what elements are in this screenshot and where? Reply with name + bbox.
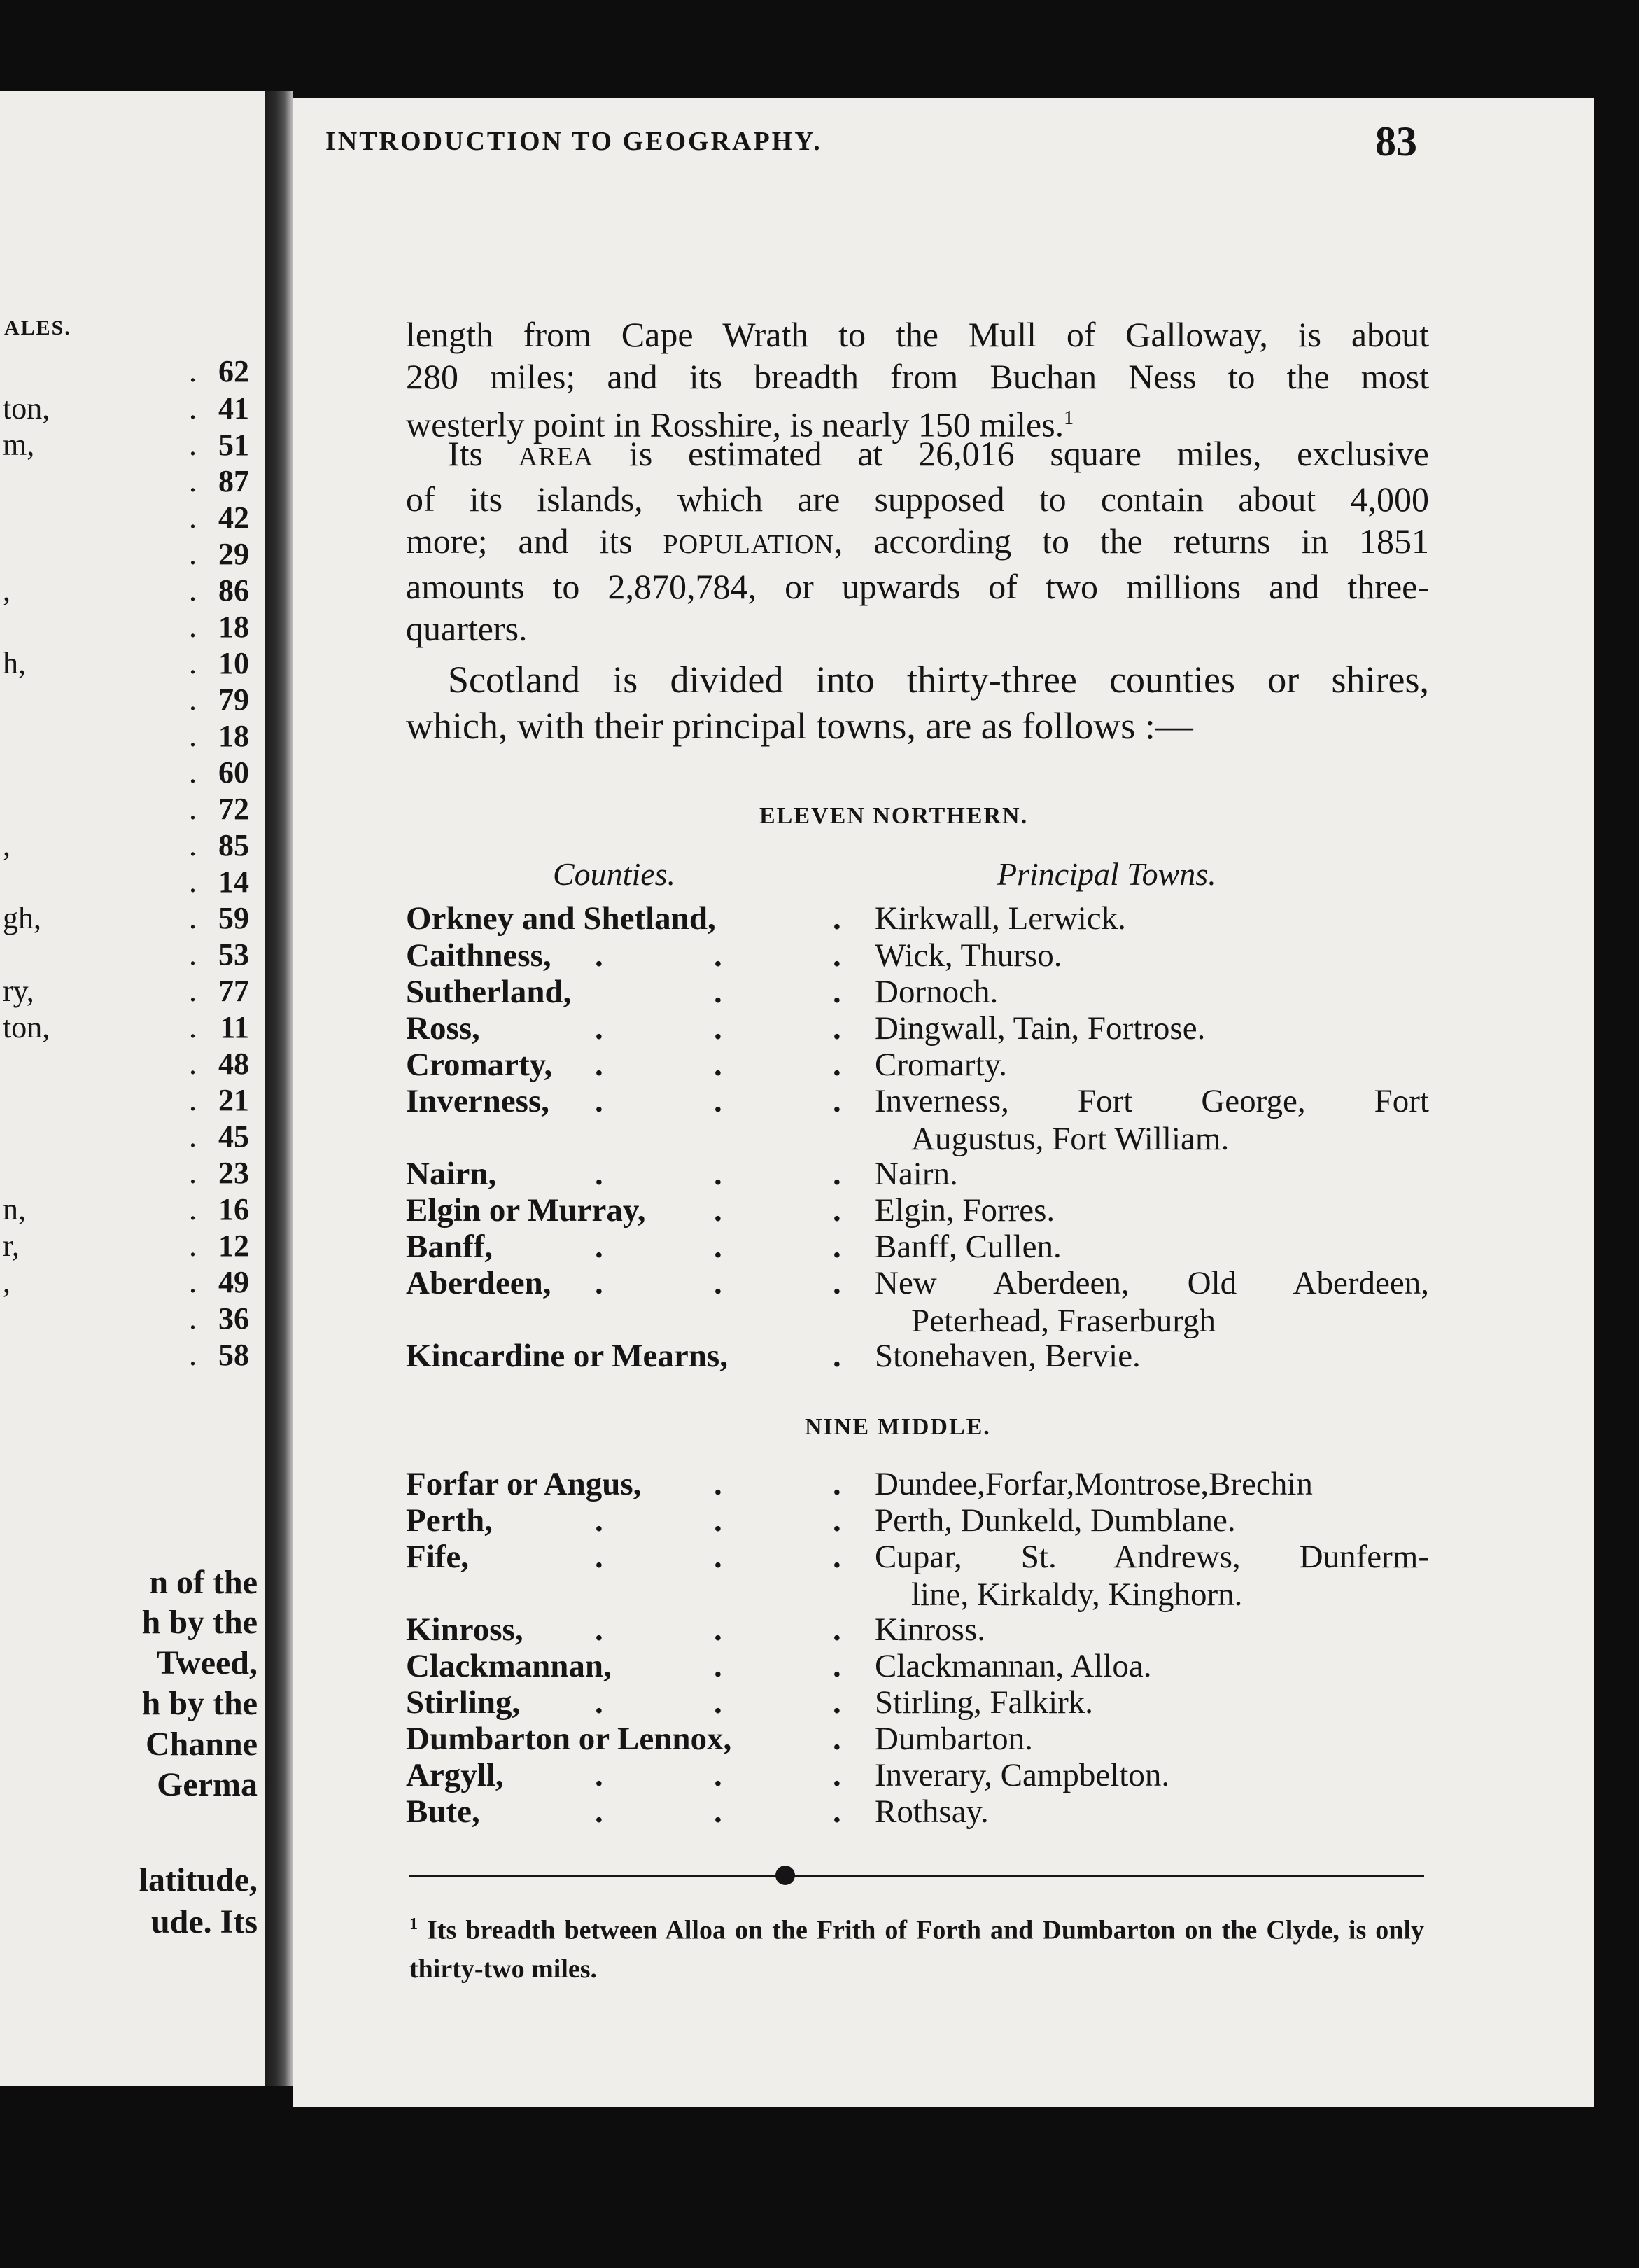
left-page-row-number: 12: [218, 1228, 249, 1263]
county-row: [406, 1465, 1429, 1502]
principal-towns: [875, 1793, 1429, 1830]
leader-dot: .: [833, 1466, 841, 1502]
paragraph-line: westerly point in Rosshire, is nearly 150 miles.$^1$: [406, 405, 1074, 444]
left-page-text-line: Germa: [157, 1766, 258, 1803]
left-page-row-fragment: r,: [3, 1228, 20, 1263]
county-row: [406, 1191, 1429, 1228]
county-name: Dumbarton or Lennox,: [406, 1721, 732, 1757]
left-page-row: [0, 1119, 252, 1156]
leader-dot: .: [595, 1156, 603, 1192]
leader-dot: .: [833, 974, 841, 1010]
town-line: Elgin, Forres.: [875, 1192, 1055, 1228]
leader-dot: .: [189, 719, 197, 753]
county-name: Argyll,: [406, 1757, 504, 1793]
county-row: [406, 1082, 1429, 1157]
left-page-row-number: 59: [218, 901, 249, 935]
principal-towns: [875, 1264, 1429, 1340]
leader-dot: .: [189, 1338, 197, 1372]
leader-dot: .: [189, 828, 197, 862]
left-page-row-number: 23: [218, 1156, 249, 1190]
left-page-row-number: 51: [218, 428, 249, 462]
county-name: Perth,: [406, 1502, 493, 1539]
left-page-row-number: 16: [218, 1192, 249, 1226]
left-page-row-fragment: h,: [3, 646, 26, 680]
principal-towns: [875, 1684, 1429, 1721]
left-page-row: [0, 645, 252, 683]
leader-dot: .: [833, 937, 841, 974]
book-gutter: [265, 91, 293, 2086]
previous-page-fragment: [0, 91, 265, 2086]
paragraph-dimensions: [406, 314, 1429, 446]
county-name: Orkney and Shetland,: [406, 900, 716, 937]
left-page-row-number: 53: [218, 937, 249, 972]
left-page-row: [0, 864, 252, 902]
leader-dot: .: [189, 646, 197, 680]
left-page-row: [0, 755, 252, 792]
town-line: Clackmannan, Alloa.: [875, 1648, 1152, 1684]
leader-dot: .: [595, 1265, 603, 1301]
leader-dot: .: [833, 1192, 841, 1228]
left-page-text-line: ude. Its: [150, 1903, 258, 1940]
leader-dot: .: [189, 1192, 197, 1226]
county-row: [406, 1228, 1429, 1264]
left-page-row-number: 48: [218, 1046, 249, 1081]
left-page-row: [0, 573, 252, 610]
left-page-text-line: h by the: [141, 1685, 258, 1722]
leader-dot: .: [189, 1301, 197, 1336]
left-page-row-fragment: ,: [3, 1265, 10, 1299]
left-page-row: [0, 1264, 252, 1302]
footnote-rule: [409, 1875, 1424, 1877]
left-page-row: [0, 536, 252, 574]
left-page-row-number: 29: [218, 537, 249, 571]
leader-dot: .: [189, 573, 197, 608]
leader-dot: .: [833, 1757, 841, 1793]
left-page-row-fragment: gh,: [3, 901, 41, 935]
county-name: Sutherland,: [406, 974, 572, 1010]
leader-dot: .: [595, 1010, 603, 1046]
left-page-row-fragment: ry,: [3, 974, 34, 1008]
leader-dot: .: [833, 1793, 841, 1830]
town-line: Dingwall, Tain, Fortrose.: [875, 1010, 1206, 1046]
county-row: [406, 1684, 1429, 1720]
left-page-row-number: 36: [218, 1301, 249, 1336]
leader-dot: .: [189, 1228, 197, 1263]
principal-towns: [875, 1082, 1429, 1158]
town-line: Peterhead, Fraserburgh: [911, 1303, 1216, 1339]
county-name: Kinross,: [406, 1611, 523, 1648]
leader-dot: .: [833, 1611, 841, 1648]
leader-dot: .: [189, 864, 197, 899]
leader-dot: .: [189, 937, 197, 972]
leader-dot: .: [833, 1010, 841, 1046]
principal-towns: [875, 1647, 1429, 1685]
left-page-row: [0, 718, 252, 756]
county-name: Aberdeen,: [406, 1265, 551, 1301]
principal-towns: [875, 937, 1429, 974]
leader-dot: .: [595, 1539, 603, 1575]
leader-dot: .: [189, 1119, 197, 1154]
leader-dot: .: [595, 1083, 603, 1119]
running-head: INTRODUCTION TO GEOGRAPHY.: [325, 127, 822, 156]
county-name: Banff,: [406, 1228, 493, 1265]
county-row: [406, 1756, 1429, 1793]
left-page-text-line: Channe: [145, 1726, 258, 1763]
leader-dot: .: [714, 1156, 722, 1192]
left-page-row-fragment: ton,: [3, 391, 50, 426]
principal-towns: [875, 973, 1429, 1011]
county-row: [406, 973, 1429, 1009]
county-name: Clackmannan,: [406, 1648, 612, 1684]
left-page-row: [0, 1046, 252, 1084]
left-page-row-number: 18: [218, 719, 249, 753]
leader-dot: .: [833, 1228, 841, 1265]
left-page-row-number: 41: [218, 391, 249, 426]
left-page-row: [0, 1155, 252, 1193]
principal-towns: [875, 1465, 1429, 1503]
leader-dot: .: [595, 1684, 603, 1721]
left-page-row: [0, 427, 252, 465]
leader-dot: .: [714, 937, 722, 974]
left-page-row-number: 21: [218, 1083, 249, 1117]
town-line: Inverness, Fort George, Fort: [875, 1083, 1429, 1119]
town-line: Dundee,Forfar,Montrose,Brechin: [875, 1466, 1313, 1502]
leader-dot: .: [189, 464, 197, 498]
leader-dot: .: [189, 1083, 197, 1117]
page-number: 83: [1375, 118, 1417, 164]
leader-dot: .: [595, 1611, 603, 1648]
leader-dot: .: [189, 391, 197, 426]
town-line: Stonehaven, Bervie.: [875, 1338, 1141, 1374]
left-page-row: [0, 1301, 252, 1338]
principal-towns: [875, 1228, 1429, 1266]
leader-dot: .: [833, 1156, 841, 1192]
column-header-towns: Principal Towns.: [997, 856, 1216, 892]
town-line: New Aberdeen, Old Aberdeen,: [875, 1265, 1429, 1301]
paragraph-area-population: [406, 433, 1429, 650]
county-row: [406, 899, 1429, 936]
leader-dot: .: [595, 1757, 603, 1793]
principal-towns: [875, 1611, 1429, 1648]
town-line: Rothsay.: [875, 1793, 989, 1830]
county-name: Inverness,: [406, 1083, 549, 1119]
leader-dot: .: [833, 1721, 841, 1757]
leader-dot: .: [714, 1793, 722, 1830]
leader-dot: .: [189, 1046, 197, 1081]
principal-towns: [875, 1720, 1429, 1758]
left-page-row-fragment: m,: [3, 428, 35, 462]
footnote-marker: 1: [409, 1915, 418, 1933]
left-page-row-number: 42: [218, 500, 249, 535]
left-page-row: [0, 937, 252, 974]
leader-dot: .: [189, 500, 197, 535]
left-page-row-fragment: ton,: [3, 1010, 50, 1044]
left-page-row-number: 45: [218, 1119, 249, 1154]
leader-dot: .: [714, 1192, 722, 1228]
paragraph-line: 280 miles; and its breadth from Buchan Ness to the most: [406, 357, 1429, 396]
leader-dot: .: [595, 1046, 603, 1083]
left-page-row-number: 14: [218, 864, 249, 899]
leader-dot: .: [714, 974, 722, 1010]
paragraph-line: more; and its POPULATION, according to the returns in 1851: [406, 522, 1429, 561]
county-name: Ross,: [406, 1010, 480, 1046]
county-row: [406, 1538, 1429, 1613]
leader-dot: .: [833, 1338, 841, 1374]
county-name: Bute,: [406, 1793, 480, 1830]
leader-dot: .: [714, 1010, 722, 1046]
column-header-counties: Counties.: [553, 856, 676, 892]
leader-dot: .: [833, 1502, 841, 1539]
left-page-row: [0, 463, 252, 501]
leader-dot: .: [714, 1648, 722, 1684]
left-page-row-number: 10: [218, 646, 249, 680]
left-page-row-number: 85: [218, 828, 249, 862]
left-page-row-number: 86: [218, 573, 249, 608]
leader-dot: .: [714, 1466, 722, 1502]
county-row: [406, 1009, 1429, 1046]
town-line: Dumbarton.: [875, 1721, 1033, 1757]
county-row: [406, 937, 1429, 973]
leader-dot: .: [714, 1757, 722, 1793]
leader-dot: .: [189, 974, 197, 1008]
county-row: [406, 1337, 1429, 1373]
left-page-row: [0, 1082, 252, 1120]
county-row: [406, 1611, 1429, 1647]
county-name: Nairn,: [406, 1156, 497, 1192]
left-page-text-line: h by the: [141, 1604, 258, 1641]
leader-dot: .: [833, 900, 841, 937]
paragraph-line: quarters.: [406, 609, 528, 648]
principal-towns: [875, 1009, 1429, 1047]
paragraph-line: which, with their principal towns, are as follows :—: [406, 705, 1193, 747]
leader-dot: .: [714, 1539, 722, 1575]
left-page-row: [0, 1337, 252, 1375]
leader-dot: .: [714, 1265, 722, 1301]
paragraph-line: amounts to 2,870,784, or upwards of two millions and three-: [406, 567, 1429, 606]
principal-towns: [875, 1337, 1429, 1375]
town-line: Perth, Dunkeld, Dumblane.: [875, 1502, 1236, 1539]
town-line: Stirling, Falkirk.: [875, 1684, 1094, 1721]
town-line: Augustus, Fort William.: [911, 1121, 1230, 1157]
county-name: Elgin or Murray,: [406, 1192, 646, 1228]
leader-dot: .: [714, 1083, 722, 1119]
town-line: Cromarty.: [875, 1046, 1007, 1083]
leader-dot: .: [189, 610, 197, 644]
leader-dot: .: [595, 1228, 603, 1265]
leader-dot: .: [833, 1684, 841, 1721]
left-page-row: [0, 900, 252, 938]
left-page-heading: ALES.: [4, 316, 71, 340]
left-page-row: [0, 354, 252, 391]
left-page-row-number: 62: [218, 354, 249, 388]
left-page-text-line: Tweed,: [156, 1644, 258, 1681]
left-page-row-number: 49: [218, 1265, 249, 1299]
left-page-row: [0, 609, 252, 647]
leader-dot: .: [189, 428, 197, 462]
paragraph-line: of its islands, which are supposed to contain about 4,000: [406, 479, 1429, 519]
section-heading-northern: ELEVEN NORTHERN.: [759, 803, 1029, 829]
principal-towns: [875, 1756, 1429, 1794]
leader-dot: .: [714, 1611, 722, 1648]
paragraph-line: Its AREA is estimated at 26,016 square miles, exclusive: [448, 434, 1429, 473]
left-page-row-number: 87: [218, 464, 249, 498]
left-page-row: [0, 791, 252, 829]
leader-dot: .: [833, 1046, 841, 1083]
footnote-reference: 1: [1064, 407, 1074, 429]
paragraph-division: [406, 657, 1429, 749]
town-line: Dornoch.: [875, 974, 999, 1010]
leader-dot: .: [189, 901, 197, 935]
left-page-row-number: 77: [218, 974, 249, 1008]
paragraph-line: Scotland is divided into thirty-three counties or shires,: [448, 659, 1429, 701]
left-page-row: [0, 973, 252, 1011]
left-page-row-number: 79: [218, 682, 249, 717]
left-page-row-number: 18: [218, 610, 249, 644]
town-line: Nairn.: [875, 1156, 958, 1192]
leader-dot: .: [189, 354, 197, 388]
leader-dot: .: [189, 792, 197, 826]
left-page-row: [0, 1009, 252, 1047]
left-page-row-fragment: n,: [3, 1192, 26, 1226]
section-heading-middle: NINE MIDDLE.: [805, 1414, 991, 1440]
leader-dot: .: [714, 1684, 722, 1721]
footnote-rule-ornament: [775, 1865, 795, 1885]
town-line: Cupar, St. Andrews, Dunferm-: [875, 1539, 1429, 1575]
leader-dot: .: [714, 1046, 722, 1083]
principal-towns: [875, 1502, 1429, 1539]
leader-dot: .: [833, 1083, 841, 1119]
footnote-text: $^1$ Its breadth between Alloa on the Frith of Forth and Dumbarton on the Clyde, is only thirty-two miles.: [409, 1915, 1424, 1984]
county-row: [406, 1647, 1429, 1684]
county-name: Caithness,: [406, 937, 551, 974]
leader-dot: .: [595, 1793, 603, 1830]
left-page-text-line: latitude,: [139, 1861, 258, 1898]
left-page-row-number: 60: [218, 755, 249, 790]
left-page-row-number: 58: [218, 1338, 249, 1372]
left-page-row-fragment: ,: [3, 573, 10, 608]
leader-dot: .: [189, 755, 197, 790]
principal-towns: [875, 1155, 1429, 1193]
paragraph-line: length from Cape Wrath to the Mull of Galloway, is about: [406, 315, 1429, 354]
county-name: Fife,: [406, 1539, 470, 1575]
leader-dot: .: [833, 1539, 841, 1575]
leader-dot: .: [189, 1010, 197, 1044]
leader-dot: .: [189, 682, 197, 717]
town-line: Kinross.: [875, 1611, 985, 1648]
leader-dot: .: [714, 1228, 722, 1265]
left-page-row: [0, 682, 252, 720]
leader-dot: .: [189, 1265, 197, 1299]
county-name: Cromarty,: [406, 1046, 553, 1083]
left-page-row-fragment: ,: [3, 828, 10, 862]
county-row: [406, 1502, 1429, 1538]
principal-towns: [875, 1046, 1429, 1084]
left-page-row: [0, 391, 252, 428]
left-page-row-number: 72: [218, 792, 249, 826]
county-name: Forfar or Angus,: [406, 1466, 642, 1502]
town-line: Inverary, Campbelton.: [875, 1757, 1170, 1793]
leader-dot: .: [833, 1265, 841, 1301]
leader-dot: .: [714, 1502, 722, 1539]
left-page-text-line: n of the: [149, 1564, 258, 1601]
town-line: Wick, Thurso.: [875, 937, 1062, 974]
town-line: Kirkwall, Lerwick.: [875, 900, 1126, 937]
left-page-row: [0, 1228, 252, 1266]
county-row: [406, 1720, 1429, 1756]
county-row: [406, 1793, 1429, 1829]
leader-dot: .: [833, 1648, 841, 1684]
principal-towns: [875, 1538, 1429, 1614]
leader-dot: .: [595, 937, 603, 974]
town-line: line, Kirkaldy, Kinghorn.: [911, 1576, 1243, 1613]
footnote: [409, 1905, 1424, 1989]
left-page-row: [0, 827, 252, 865]
principal-towns: [875, 899, 1429, 937]
county-row: [406, 1264, 1429, 1339]
leader-dot: .: [189, 1156, 197, 1190]
leader-dot: .: [189, 537, 197, 571]
county-row: [406, 1155, 1429, 1191]
principal-towns: [875, 1191, 1429, 1229]
left-page-row: [0, 1191, 252, 1229]
leader-dot: .: [595, 1502, 603, 1539]
left-page-row: [0, 500, 252, 538]
county-row: [406, 1046, 1429, 1082]
town-line: Banff, Cullen.: [875, 1228, 1062, 1265]
county-name: Kincardine or Mearns,: [406, 1338, 728, 1374]
left-page-row-number: 11: [220, 1010, 249, 1044]
county-name: Stirling,: [406, 1684, 521, 1721]
